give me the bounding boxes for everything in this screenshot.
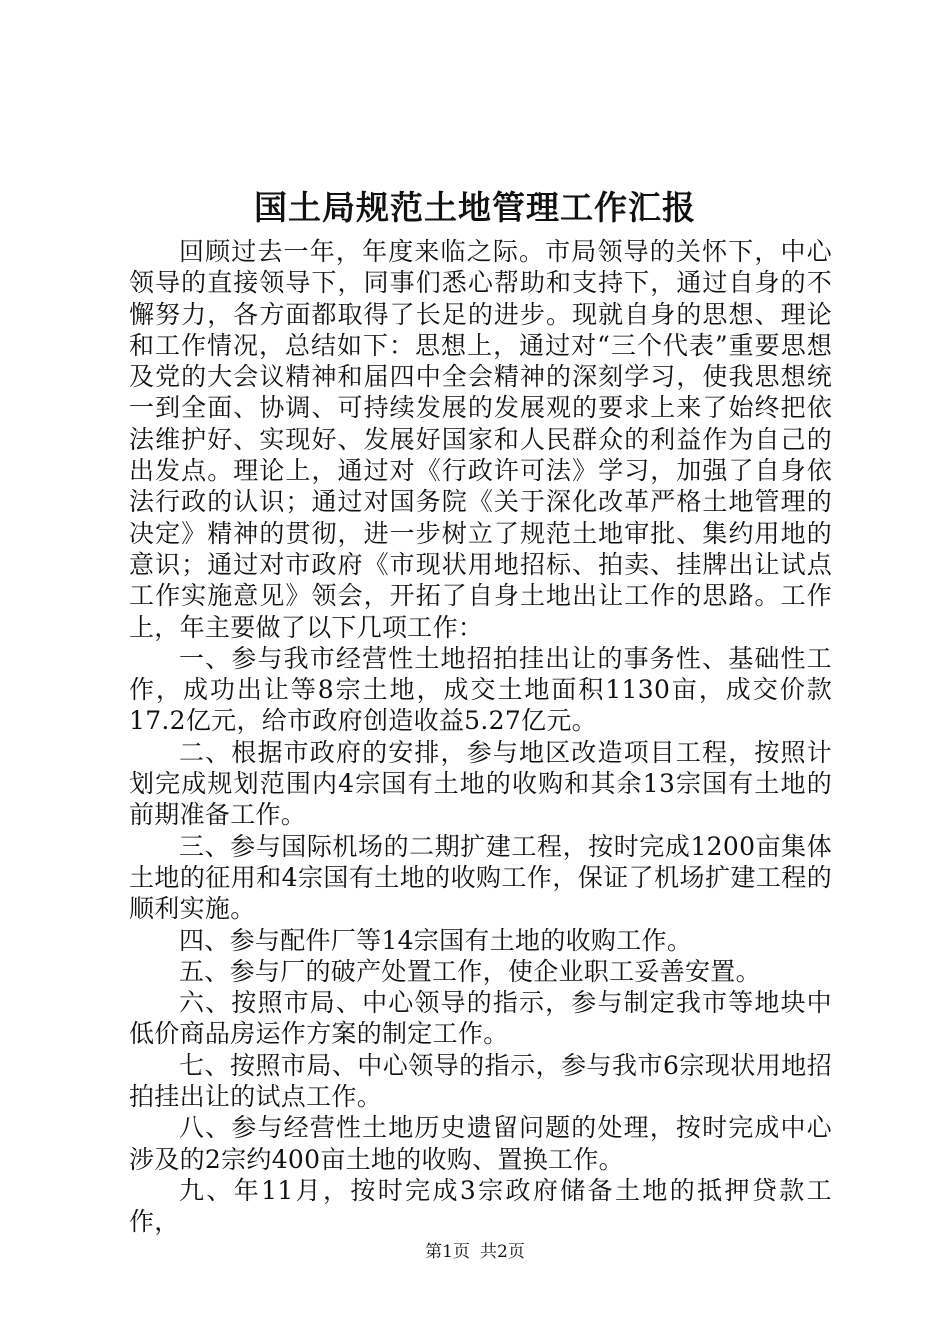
page-total: 共2页 (480, 1242, 525, 1262)
paragraph-item-5: 五、参与厂的破产处置工作，使企业职工妥善安置。 (179, 956, 761, 986)
paragraph-item-2: 二、根据市政府的安排，参与地区改造项目工程，按照计划完成规划范围内4宗国有土地的收购和其余13宗国有土地的前期准备工作。 (129, 737, 832, 830)
paragraph-intro: 回顾过去一年，年度来临之际。市局领导的关怀下，中心领导的直接领导下，同事们悉心帮助和支持下，通过自身的不懈努力，各方面都取得了长足的进步。现就自身的思想、理论和工作情况，总结如下：思想上，通过对“三个代表”重要思想及党的大会议精神和届四中全会精神的深刻学习，使我思想统一到全面、协调、可持续发展的发展观的要求上来了始终把依法维护好、实现好、发展好国家和人民群众的利益作为自己的出发点。理论上，通过对《行政许可法》学习，加强了自身依法行政的认识；通过对国务院《关于深化改革严格土地管理的决定》精神的贯彻，进一步树立了规范土地审批、集约用地的意识；通过对市政府《市现状用地招标、拍卖、挂牌出让试点工作实施意见》领会，开拓了自身土地出让工作的思路。工作上，年主要做了以下几项工作： (129, 237, 832, 642)
paragraph-item-3: 三、参与国际机场的二期扩建工程，按时完成1200亩集体土地的征用和4宗国有土地的收购工作，保证了机场扩建工程的顺利实施。 (129, 831, 832, 924)
paragraph-item-7: 七、按照市局、中心领导的指示，参与我市6宗现状用地招拍挂出让的试点工作。 (129, 1050, 832, 1112)
document-body (129, 236, 832, 1238)
paragraph-item-6: 六、按照市局、中心领导的指示，参与制定我市等地块中低价商品房运作方案的制定工作。 (129, 988, 832, 1049)
document-title: 国土局规范土地管理工作汇报 (254, 188, 696, 227)
paragraph-item-8: 八、参与经营性土地历史遗留问题的处理，按时完成中心涉及的2宗约400亩土地的收购、置换工作。 (129, 1113, 832, 1174)
page-footer (0, 1240, 950, 1264)
paragraph-item-9: 九、年11月，按时完成3宗政府储备土地的抵押贷款工作， (129, 1175, 832, 1237)
paragraph-item-4: 四、参与配件厂等14宗国有土地的收购工作。 (179, 925, 693, 955)
paragraph-item-1: 一、参与我市经营性土地招拍挂出让的事务性、基础性工作，成功出让等8宗土地，成交土地面积1130亩，成交价款17.2亿元，给市政府创造收益5.27亿元。 (129, 643, 832, 736)
page-number: 第1页 (425, 1242, 470, 1262)
